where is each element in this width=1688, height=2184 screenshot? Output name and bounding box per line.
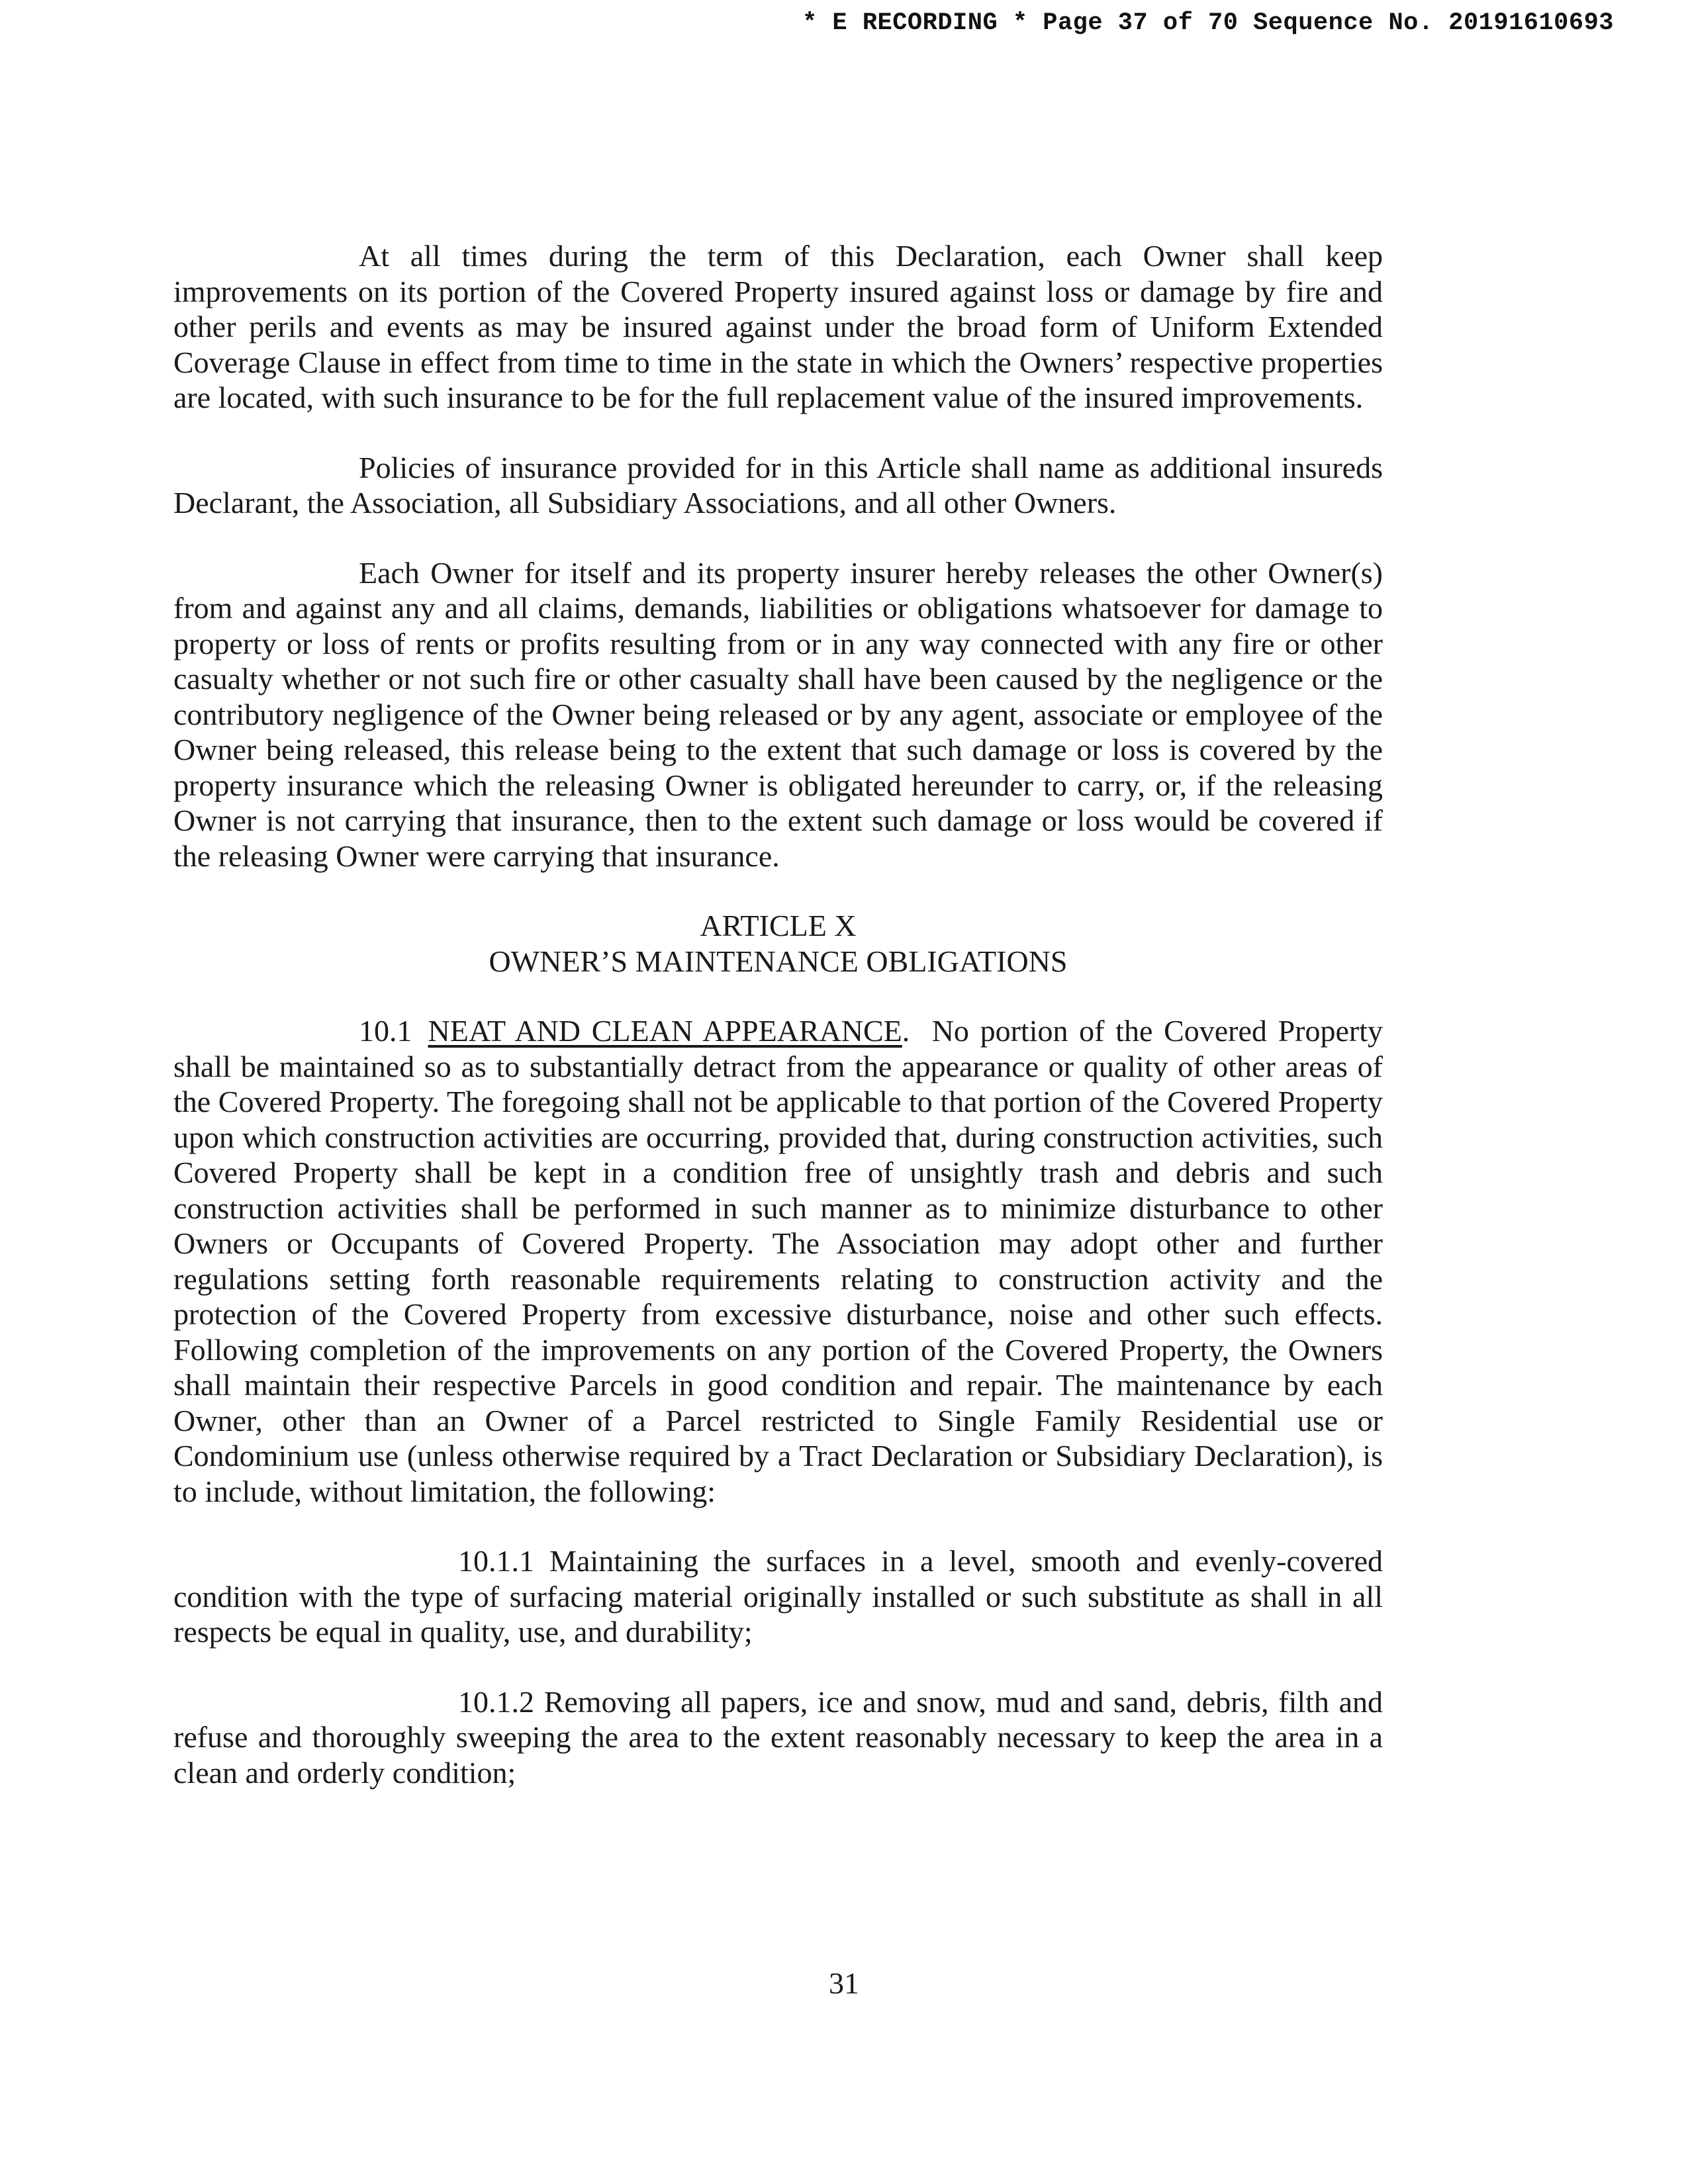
section-body: No portion of the Covered Property shall be maintained so as to substantially detract from the appearance or quality of other areas of the Covered Property. The foregoing shall not be applicable to that portion of the Covered Property upon which construction activities are occurring, provided that, during construction activities, such Covered Property shall be kept in a condition free of unsightly trash and debris and such construction activities shall be performed in such manner as to minimize disturbance to other Owners or Occupants of Covered Property. The Association may adopt other and further regulations setting forth reasonable requirements relating to construction activity and the protection of the Covered Property from excessive disturbance, noise and other such effects. Following completion of the improvements on any portion of the Covered Property, the Owners shall maintain their respective Parcels in good condition and repair. The maintenance by each Owner, other than an Owner of a Parcel restricted to Single Family Residential use or Condominium use (unless otherwise required by a Tract Declaration or Subsidiary Declaration), is to include, without limitation, the following:	[173, 1014, 1383, 1508]
subsection-text: Removing all papers, ice and snow, mud and sand, debris, filth and refuse and thoroughly sweeping the area to the extent reasonably necessary to keep the area in a clean and orderly condition;	[173, 1684, 1383, 1790]
subsection-number: 10.1.2	[458, 1684, 534, 1719]
insurance-paragraph: At all times during the term of this Declaration, each Owner shall keep improvements on its portion of the Covered Property insured against loss or damage by fire and other perils and events as may be insured against under the broad form of Uniform Extended Coverage Clause in effect from time to time in the state in which the Owners’ respective properties are located, with such insurance to be for the full replacement value of the insured improvements.	[173, 239, 1383, 414]
subsection-text: Maintaining the surfaces in a level, smooth and evenly-covered condition with the type of surfacing material originally installed or such substitute as shall in all respects be equal in quality, use, and durability;	[173, 1544, 1383, 1649]
page-number: 31	[829, 1966, 859, 2000]
section-number: 10.1	[359, 1014, 412, 1048]
additional-insureds-paragraph: Policies of insurance provided for in this Article shall name as additional insureds Declarant, the Association, all Subsidiary Associations, and all other Owners.	[173, 450, 1383, 520]
section-10-1-paragraph	[173, 1013, 1383, 1509]
subsection-10-1-1	[173, 1543, 1383, 1650]
section-title-period: .	[902, 1014, 910, 1048]
recording-stamp-header: * E RECORDING * Page 37 of 70 Sequence No. 20191610693	[802, 9, 1614, 37]
article-heading	[173, 908, 1383, 979]
document-body	[173, 238, 1383, 1825]
subsection-number: 10.1.1	[458, 1544, 534, 1578]
section-title: NEAT AND CLEAN APPEARANCE	[428, 1014, 902, 1048]
article-number: ARTICLE X	[700, 909, 857, 942]
article-title: OWNER’S MAINTENANCE OBLIGATIONS	[489, 944, 1068, 978]
subsection-10-1-2	[173, 1684, 1383, 1791]
release-paragraph: Each Owner for itself and its property insurer hereby releases the other Owner(s) from and against any and all claims, demands, liabilities or obligations whatsoever for damage to property or loss of rents or profits resulting from or in any way connected with any fire or other casualty whether or not such fire or other casualty shall have been caused by the negligence or the contributory negligence of the Owner being released or by any agent, associate or employee of the Owner being released, this release being to the extent that such damage or loss is covered by the property insurance which the releasing Owner is obligated hereunder to carry, or, if the releasing Owner is not carrying that insurance, then to the extent such damage or loss would be covered if the releasing Owner were carrying that insurance.	[173, 555, 1383, 873]
